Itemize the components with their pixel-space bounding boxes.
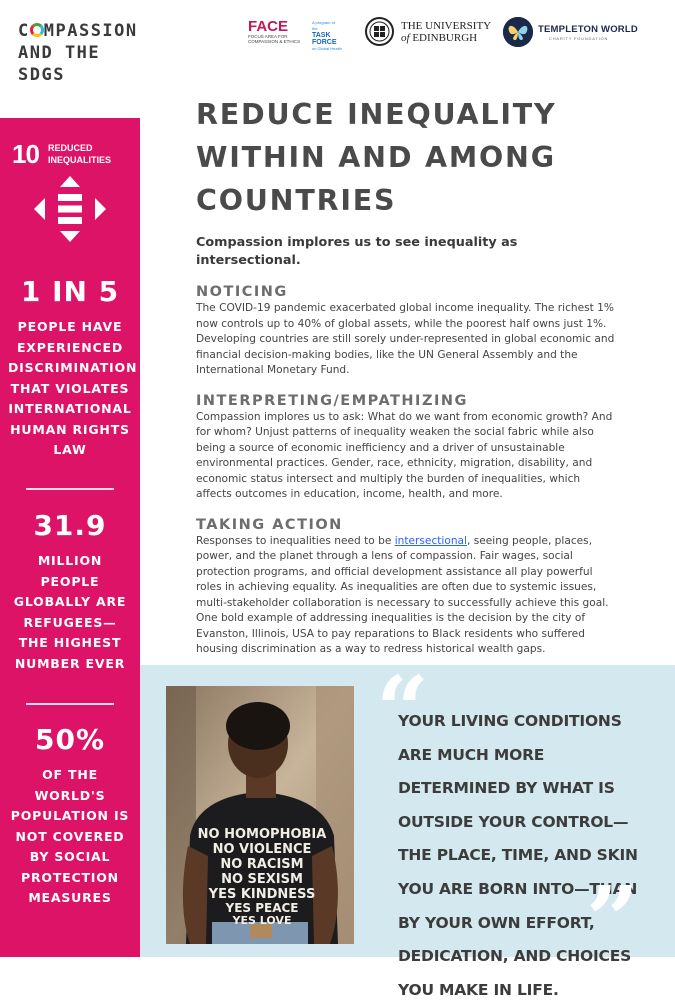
task-force-the: the bbox=[312, 26, 318, 31]
brand-line-2: AND THE bbox=[18, 43, 101, 63]
section-body-taking-action: Responses to inequalities need to be intersectional, seeing people, places, power, and the planet through a lens of compassion. Fair wages, social protection programs, and official development assistance all play powerful roles in achieving equality. As inequalities are often due to systemic issues, multi-stakeholder collaboration is necessary to successfully achieve this goal. One bold example of addressing inequalities is the decision by the city of Evanston, Illinois, USA to pay reparations to Black residents who suffered housing discrimination as a way to redress historical wealth gaps. bbox=[196, 534, 609, 655]
divider bbox=[26, 703, 114, 705]
sdg-sidebar bbox=[0, 118, 140, 957]
templeton-subtitle: CHARITY FOUNDATION bbox=[549, 36, 609, 41]
shirt-line: YES PEACE bbox=[225, 901, 299, 915]
goal-header bbox=[12, 140, 132, 170]
section-body-interpreting: Compassion implores us to ask: What do we want from economic growth? And for whom? Unjust patterns of inequality weaken the social fabric while also being a source of economic inefficiency and a driver of unsustainable environmental practices. Gender, race, ethnicity, migration, disability, and economic status intersect and multiply the burden of inequalities, which affects outcomes in education, income, health, and more. bbox=[196, 410, 613, 500]
stat-description: PEOPLE HAVE EXPERIENCED DISCRIMINATION THAT VIOLATES INTERNATIONAL HUMAN RIGHTS LAW bbox=[8, 319, 138, 457]
shirt-line: NO RACISM bbox=[220, 857, 304, 872]
photo-woman-tshirt bbox=[166, 686, 354, 944]
task-force-prefix: A program of bbox=[312, 20, 335, 25]
templeton-logo bbox=[503, 17, 638, 49]
goal-number: 10 bbox=[12, 139, 39, 169]
university-crest-icon bbox=[365, 15, 394, 48]
task-force-sub: on Global Health bbox=[312, 46, 342, 51]
brand-title bbox=[18, 20, 143, 86]
butterfly-icon bbox=[503, 17, 533, 47]
intersectional-link[interactable]: intersectional bbox=[394, 534, 467, 547]
brand-line-1: C MPASSION bbox=[18, 21, 138, 41]
section-heading-interpreting: INTERPRETING/EMPATHIZING bbox=[196, 392, 468, 409]
stat-block bbox=[8, 275, 138, 461]
edinburgh-logo bbox=[365, 15, 495, 49]
stat-description: OF THE WORLD'S POPULATION IS NOT COVERED BY SOCIAL PROTECTION MEASURES bbox=[10, 767, 130, 905]
shirt-line: YES KINDNESS bbox=[208, 887, 316, 902]
edinburgh-wordmark: THE UNIVERSITY of EDINBURGH bbox=[401, 20, 492, 44]
sdg-wheel-icon bbox=[30, 23, 44, 37]
stat-number: 1 IN 5 bbox=[20, 275, 120, 308]
brand-line-3: SDGS bbox=[18, 65, 65, 85]
stat-description: MILLION PEOPLE GLOBALLY ARE REFUGEES— THE HIGHEST NUMBER EVER bbox=[13, 553, 127, 671]
pull-quote: YOUR LIVING CONDITIONS ARE MUCH MORE DETERMINED BY WHAT IS OUTSIDE YOUR CONTROL—THE PLACE, TIME, AND SKIN YOU ARE BORN INTO—THAN BY YOUR OWN EFFORT, DEDICATION, AND CHOICES YOU MAKE IN LIFE. bbox=[398, 712, 638, 999]
task-force-logo bbox=[312, 20, 346, 52]
main-content bbox=[196, 93, 616, 658]
stat-block bbox=[8, 510, 132, 674]
page-title: REDUCE INEQUALITY WITHIN AND AMONG COUNTRIES bbox=[196, 98, 557, 217]
face-logo-title: FACE bbox=[248, 18, 289, 35]
quote-open-icon: “ bbox=[376, 656, 429, 764]
stat-block bbox=[8, 724, 132, 909]
stat-number: 50% bbox=[34, 723, 106, 756]
shirt-line: NO HOMOPHOBIA bbox=[197, 827, 327, 842]
goal-label: REDUCED INEQUALITIES bbox=[48, 143, 112, 165]
task-force-name: TASK FORCE bbox=[312, 32, 337, 46]
reduced-inequalities-icon bbox=[34, 176, 106, 242]
shirt-line: NO VIOLENCE bbox=[212, 842, 312, 857]
stat-number: 31.9 bbox=[33, 509, 107, 542]
section-heading-taking-action: TAKING ACTION bbox=[196, 516, 343, 533]
shirt-line: YES LOVE bbox=[232, 914, 292, 927]
face-logo bbox=[248, 19, 306, 44]
section-heading-noticing: NOTICING bbox=[196, 284, 288, 300]
quote-close-icon: ” bbox=[586, 866, 639, 974]
photo-illustration bbox=[166, 686, 354, 944]
face-logo-subtitle: FOCUS AREA FOR COMPASSION & ETHICS bbox=[248, 34, 301, 44]
divider bbox=[26, 488, 114, 490]
section-body-noticing: The COVID-19 pandemic exacerbated global income inequality. The richest 1% now controls up to 40% of global assets, while the poorest half owns just 1%. Developing countries are still sorely under-represented in global economic and financial decision-making bodies, like the UN General Assembly and the International Monetary Fund. bbox=[196, 302, 615, 376]
tagline: Compassion implores us to see inequality as intersectional. bbox=[196, 235, 518, 268]
shirt-line: NO SEXISM bbox=[221, 872, 303, 887]
templeton-wordmark: TEMPLETON WORLD bbox=[538, 24, 638, 35]
